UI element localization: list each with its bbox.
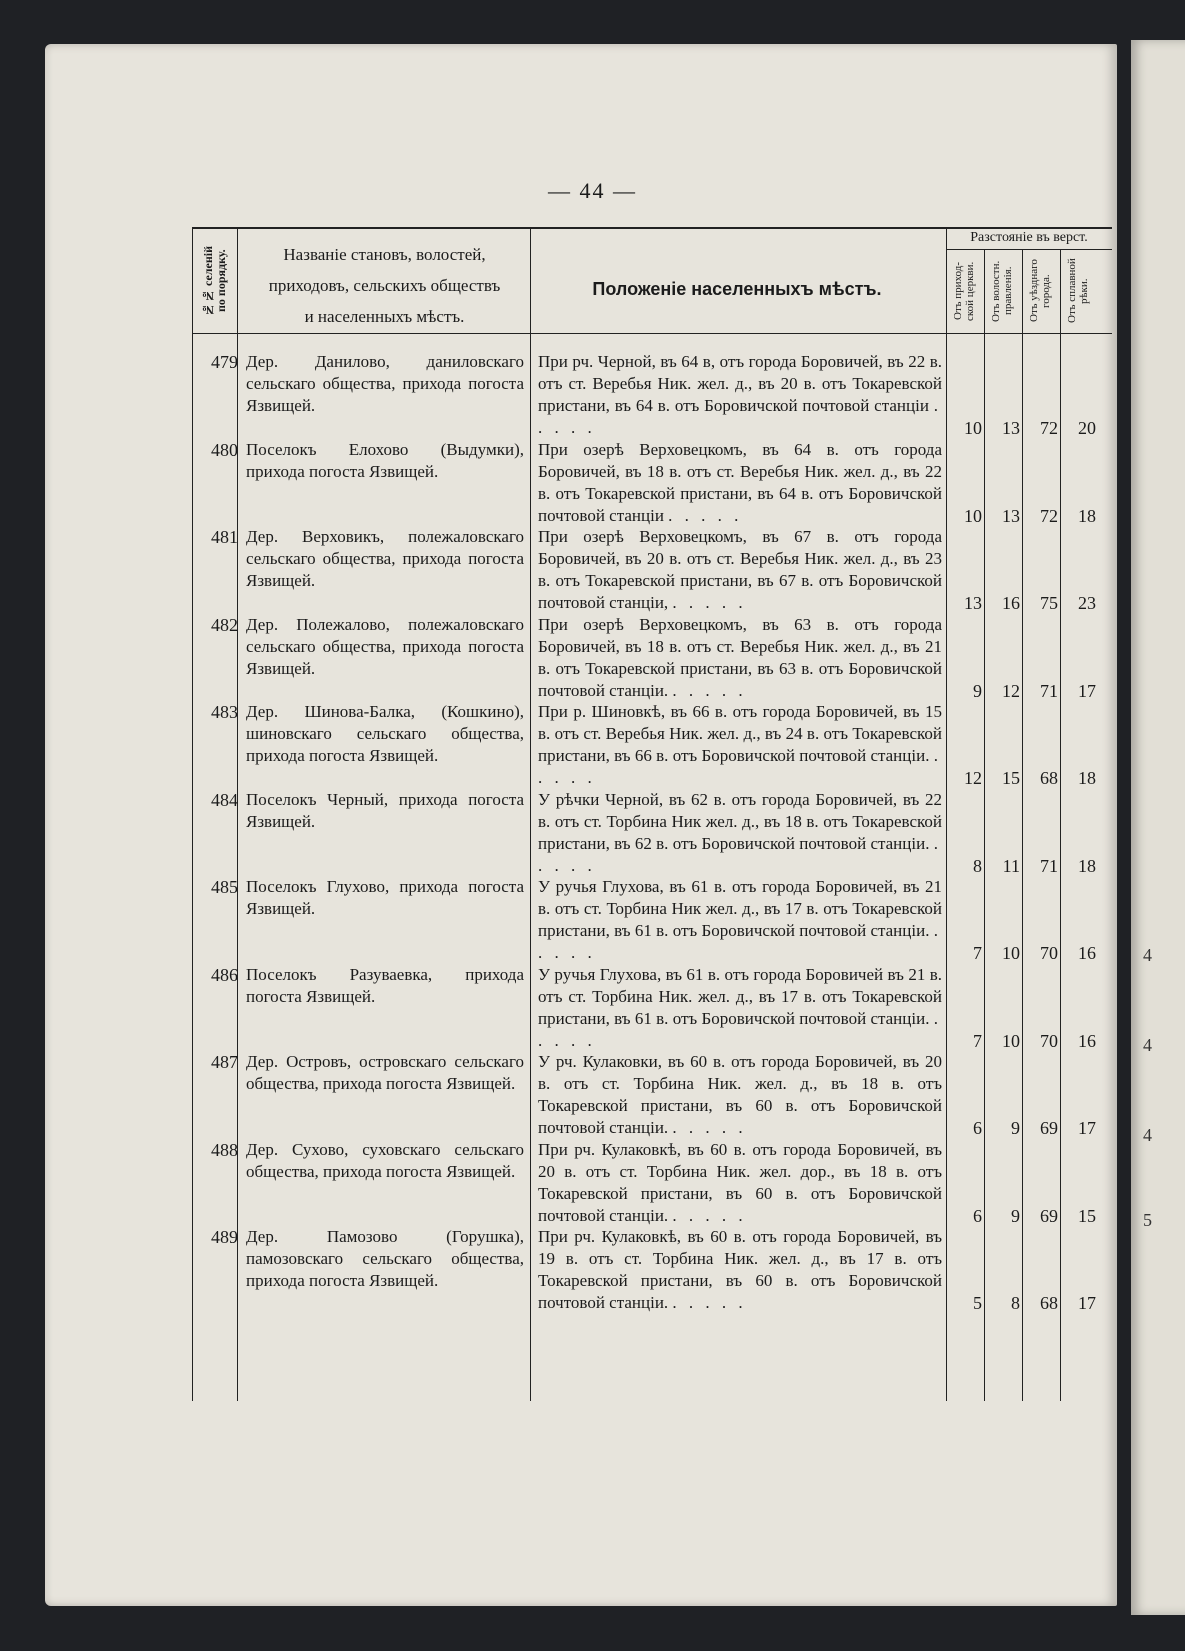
dist-volost: 11 bbox=[1002, 856, 1020, 876]
table-row bbox=[192, 876, 1112, 964]
leader-dots: . . . . . bbox=[672, 1206, 747, 1225]
position-text: При озерѣ Верховецкомъ, въ 64 в. отъ города Боровичей, въ 18 в. отъ ст. Веребья Ник. жел. д., въ 22 в. отъ Токаревской пристани, въ 64 в. отъ Боровичской почтовой станціи bbox=[538, 440, 942, 525]
settlement-position bbox=[538, 1139, 942, 1227]
position-text: При озерѣ Верховецкомъ, въ 63 в. отъ города Боровичей, въ 18 в. отъ ст. Веребья Ник. жел. д., въ 21 в. отъ Токаревской пристани, въ 63 в. отъ Боровичской почтовой станціи. bbox=[538, 615, 942, 700]
dist-city: 75 bbox=[1040, 593, 1058, 613]
row-number: 487 bbox=[211, 1052, 238, 1072]
table-row bbox=[192, 1139, 1112, 1227]
table-row bbox=[192, 789, 1112, 877]
dist-river: 20 bbox=[1078, 418, 1096, 438]
dist-church: 8 bbox=[973, 856, 982, 876]
dist-volost: 12 bbox=[1002, 681, 1020, 701]
dist-river: 18 bbox=[1078, 506, 1096, 526]
dist-city: 71 bbox=[1040, 681, 1058, 701]
settlement-position bbox=[538, 1051, 942, 1139]
dist-city: 71 bbox=[1040, 856, 1058, 876]
dist-church: 10 bbox=[964, 418, 982, 438]
settlement-position bbox=[538, 526, 942, 614]
settlement-name: Дер. Данилово, даниловскаго сельскаго общества, прихода погоста Язвищей. bbox=[246, 352, 524, 415]
settlement-name: Дер. Островъ, островскаго сельскаго общества, прихода погоста Язвищей. bbox=[246, 1052, 524, 1093]
row-number: 480 bbox=[211, 440, 238, 460]
table-row bbox=[192, 614, 1112, 702]
dist-volost: 8 bbox=[1011, 1293, 1020, 1313]
settlement-position bbox=[538, 789, 942, 877]
position-text: При рч. Кулаковкѣ, въ 60 в. отъ города Боровичей, въ 20 в. отъ ст. Торбина Ник. жел. дор., въ 18 в. отъ Токаревской пристани, въ 60 в. отъ Боровичской почтовой станціи. bbox=[538, 1140, 942, 1225]
table-row bbox=[192, 1051, 1112, 1139]
row-number: 481 bbox=[211, 527, 238, 547]
position-text: У рч. Кулаковки, въ 60 в. отъ города Боровичей, въ 20 в. отъ ст. Торбина Ник. жел. д., въ 18 в. отъ Токаревской пристани, въ 60 в. отъ Боровичской почтовой станціи. bbox=[538, 1052, 942, 1137]
header-name-line: и населенныхъ мѣстъ. bbox=[304, 307, 465, 326]
settlements-table bbox=[192, 227, 1112, 1401]
dist-volost: 15 bbox=[1002, 768, 1020, 788]
settlement-name: Дер. Полежалово, полежаловскаго сельскаго общества, прихода погоста Язвищей. bbox=[246, 615, 524, 678]
dist-city: 72 bbox=[1040, 418, 1058, 438]
dist-church: 13 bbox=[964, 593, 982, 613]
edge-number: 4 bbox=[1143, 945, 1152, 965]
dist-river: 17 bbox=[1078, 1293, 1096, 1313]
next-page-edge bbox=[1131, 40, 1185, 1615]
position-text: При рч. Кулаковкѣ, въ 60 в. отъ города Боровичей, въ 19 в. отъ ст. Торбина Ник. жел. д., въ 17 в. отъ Токаревской пристани, въ 60 в. отъ Боровичской почтовой станціи. bbox=[538, 1227, 942, 1312]
header-position-column: Положеніе населенныхъ мѣстъ. bbox=[592, 279, 882, 299]
leader-dots: . . . . . bbox=[538, 834, 942, 875]
table-row bbox=[192, 701, 1112, 789]
leader-dots: . . . . . bbox=[538, 1009, 942, 1050]
dist-volost: 10 bbox=[1002, 943, 1020, 963]
dist-church: 12 bbox=[964, 768, 982, 788]
settlement-position bbox=[538, 964, 942, 1052]
dist-church: 7 bbox=[973, 1031, 982, 1051]
leader-dots: . . . . . bbox=[672, 1293, 747, 1312]
dist-church: 7 bbox=[973, 943, 982, 963]
dist-city: 70 bbox=[1040, 1031, 1058, 1051]
row-number: 484 bbox=[211, 790, 238, 810]
row-number: 482 bbox=[211, 615, 238, 635]
dist-city: 69 bbox=[1040, 1206, 1058, 1226]
header-dist-river: Отъ сплавной рѣки. bbox=[1066, 258, 1090, 324]
dist-volost: 13 bbox=[1002, 418, 1020, 438]
settlement-position bbox=[538, 439, 942, 527]
settlement-name: Поселокъ Елохово (Выдумки), прихода погоста Язвищей. bbox=[246, 440, 524, 481]
settlement-name: Поселокъ Глухово, прихода погоста Язвищей. bbox=[246, 877, 524, 918]
row-number: 485 bbox=[211, 877, 238, 897]
dist-river: 23 bbox=[1078, 593, 1096, 613]
header-distance-group: Разстояніе въ верст. bbox=[970, 230, 1088, 245]
row-number: 486 bbox=[211, 965, 238, 985]
table-row bbox=[192, 1226, 1112, 1314]
settlement-position bbox=[538, 701, 942, 789]
leader-dots: . . . . . bbox=[538, 921, 942, 962]
settlement-name: Дер. Шинова-Балка, (Кошкино), шиновскаго сельскаго общества, прихода погоста Язвищей. bbox=[246, 702, 524, 765]
leader-dots: . . . . . bbox=[672, 1118, 747, 1137]
position-text: При р. Шиновкѣ, въ 66 в. отъ города Боровичей, въ 15 в. отъ ст. Веребья Ник. жел. д., въ 24 в. отъ Токаревской пристани, въ 66 в. отъ Боровичской почтовой станціи. bbox=[538, 702, 942, 765]
settlement-position bbox=[538, 351, 942, 439]
settlement-name: Дер. Памозово (Горушка), памозовскаго сельскаго общества, прихода погоста Язвищей. bbox=[246, 1227, 524, 1290]
dist-city: 72 bbox=[1040, 506, 1058, 526]
dist-volost: 9 bbox=[1011, 1118, 1020, 1138]
settlement-name: Поселокъ Черный, прихода погоста Язвищей. bbox=[246, 790, 524, 831]
header-name-line: приходовъ, сельскихъ обществъ bbox=[268, 276, 501, 295]
settlement-name: Дер. Сухово, суховскаго сельскаго общества, прихода погоста Язвищей. bbox=[246, 1140, 524, 1181]
table-row bbox=[192, 526, 1112, 614]
dist-river: 17 bbox=[1078, 681, 1096, 701]
row-number: 489 bbox=[211, 1227, 238, 1247]
dist-volost: 10 bbox=[1002, 1031, 1020, 1051]
leader-dots: . . . . . bbox=[538, 746, 942, 787]
dist-church: 6 bbox=[973, 1118, 982, 1138]
settlement-name: Дер. Верховикъ, полежаловскаго сельскаго общества, прихода погоста Язвищей. bbox=[246, 527, 524, 590]
header-dist-church: Отъ приход- ской церкви. bbox=[952, 261, 976, 321]
row-number: 479 bbox=[211, 352, 238, 372]
dist-city: 70 bbox=[1040, 943, 1058, 963]
settlement-position bbox=[538, 876, 942, 964]
leader-dots: . . . . . bbox=[672, 593, 747, 612]
dist-church: 6 bbox=[973, 1206, 982, 1226]
dist-river: 17 bbox=[1078, 1118, 1096, 1138]
row-number: 488 bbox=[211, 1140, 238, 1160]
position-text: При озерѣ Верховецкомъ, въ 67 в. отъ города Боровичей, въ 20 в. отъ ст. Веребья Ник. жел. д., въ 23 в. отъ Токаревской пристани, въ 67 в. отъ Боровичской почтовой станціи, bbox=[538, 527, 942, 612]
settlement-position bbox=[538, 614, 942, 702]
position-text: У рѣчки Черной, въ 62 в. отъ города Боровичей, въ 22 в. отъ ст. Торбина Ник жел. д., въ 18 в. отъ Токаревской пристани, въ 62 в. отъ Боровичской почтовой станціи. bbox=[538, 790, 942, 853]
header-dist-volost: Отъ волостн. правленія. bbox=[990, 260, 1014, 322]
dist-river: 15 bbox=[1078, 1206, 1096, 1226]
dist-river: 18 bbox=[1078, 856, 1096, 876]
header-name-column bbox=[242, 239, 527, 332]
table-row bbox=[192, 351, 1112, 439]
edge-number: 4 bbox=[1143, 1125, 1152, 1145]
table-row bbox=[192, 964, 1112, 1052]
dist-volost: 9 bbox=[1011, 1206, 1020, 1226]
position-text: У ручья Глухова, въ 61 в. отъ города Боровичей, въ 21 в. отъ ст. Торбина Ник жел. д., въ 17 в. отъ Токаревской пристани, въ 61 в. отъ Боровичской почтовой станціи. bbox=[538, 877, 942, 940]
header-dist-city: Отъ уѣзднаго города. bbox=[1028, 259, 1052, 323]
dist-church: 5 bbox=[973, 1293, 982, 1313]
dist-church: 10 bbox=[964, 506, 982, 526]
page-number: — 44 — bbox=[548, 178, 637, 203]
edge-number: 5 bbox=[1143, 1210, 1152, 1230]
leader-dots: . . . . . bbox=[672, 681, 747, 700]
dist-city: 68 bbox=[1040, 1293, 1058, 1313]
header-number-column: №№ селеній по порядку. bbox=[201, 245, 228, 317]
settlement-position bbox=[538, 1226, 942, 1314]
dist-city: 69 bbox=[1040, 1118, 1058, 1138]
settlement-name: Поселокъ Разуваевка, прихода погоста Язвищей. bbox=[246, 965, 524, 1006]
dist-volost: 13 bbox=[1002, 506, 1020, 526]
dist-church: 9 bbox=[973, 681, 982, 701]
leader-dots: . . . . . bbox=[668, 506, 743, 525]
dist-river: 16 bbox=[1078, 943, 1096, 963]
edge-number: 4 bbox=[1143, 1035, 1152, 1055]
position-text: У ручья Глухова, въ 61 в. отъ города Боровичей въ 21 в. отъ ст. Торбина Ник. жел. д., въ 17 в. отъ Токаревской пристани, въ 61 в. отъ Боровичской почтовой станціи. bbox=[538, 965, 942, 1028]
dist-river: 18 bbox=[1078, 768, 1096, 788]
header-name-line: Названіе становъ, волостей, bbox=[283, 245, 486, 264]
dist-city: 68 bbox=[1040, 768, 1058, 788]
position-text: При рч. Черной, въ 64 в, отъ города Боровичей, въ 22 в. отъ ст. Веребья Ник. жел. д., въ 20 в. отъ Токаревской пристани, въ 64 в. отъ Боровичской почтовой станціи bbox=[538, 352, 942, 415]
dist-volost: 16 bbox=[1002, 593, 1020, 613]
row-number: 483 bbox=[211, 702, 238, 722]
table-row bbox=[192, 439, 1112, 527]
dist-river: 16 bbox=[1078, 1031, 1096, 1051]
leader-dots: . . . . . bbox=[538, 396, 942, 437]
